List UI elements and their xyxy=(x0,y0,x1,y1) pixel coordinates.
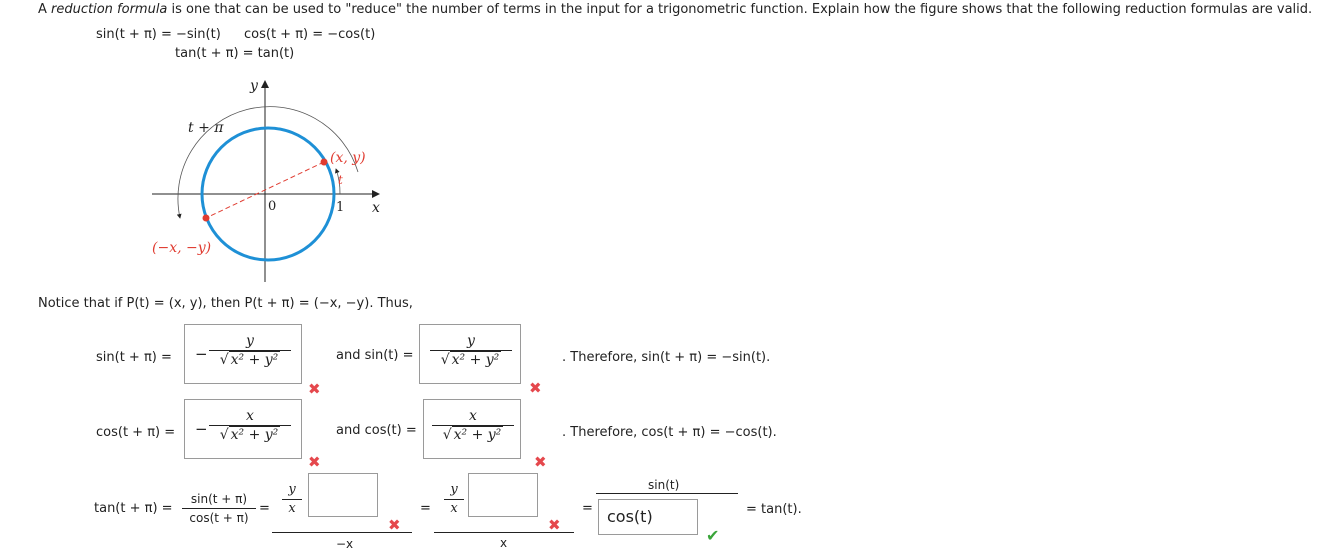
point-xy-label: (x, y) xyxy=(330,150,366,166)
sin-answer-1-sign: − xyxy=(195,345,208,363)
sin-answer-2-den: x² + y² xyxy=(451,352,500,368)
tan-answer-3[interactable] xyxy=(598,499,698,535)
tan-yx-1 xyxy=(282,482,302,517)
notice-text: Notice that if P(t) = (x, y), then P(t + π) = (−x, −y). Thus, xyxy=(38,296,413,311)
sin-answer-1-den: x² + y² xyxy=(230,352,279,368)
formula-sin: sin(t + π) = −sin(t) xyxy=(96,27,221,42)
t-plus-pi-label: t + π xyxy=(188,120,224,136)
tan-eq-1: = xyxy=(259,501,270,516)
intro-prefix: A xyxy=(38,2,52,17)
cos-answer-2[interactable] xyxy=(423,399,521,459)
sin-answer-2-num: y xyxy=(467,333,475,349)
tan-frac-den: cos(t + π) xyxy=(189,511,249,525)
tan-row-label: tan(t + π) = xyxy=(94,501,173,516)
sin-answer-1[interactable] xyxy=(184,324,302,384)
tan-answer-3-value: cos(t) xyxy=(607,507,653,526)
sin-answer-2-wrong-icon: ✖ xyxy=(529,379,542,397)
cos-therefore: . Therefore, cos(t + π) = −cos(t). xyxy=(562,425,777,440)
intro-emph: reduction formula xyxy=(51,2,168,17)
tan-yx-2 xyxy=(444,482,464,517)
point-neg-xy xyxy=(203,215,210,222)
cos-answer-2-num: x xyxy=(469,408,477,424)
cos-answer-1-den-wrap: √ x² + y² xyxy=(219,427,279,443)
tan-sin-t: sin(t) xyxy=(648,478,680,492)
sin-row-label: sin(t + π) = xyxy=(96,350,172,365)
tan-yx-1-num: y xyxy=(288,482,296,497)
cos-answer-2-den: x² + y² xyxy=(453,427,502,443)
tan-yx-2-num: y xyxy=(450,482,458,497)
sin-and-label: and sin(t) = xyxy=(336,348,414,363)
cos-answer-1-num: x xyxy=(246,408,254,424)
t-label: t xyxy=(338,173,343,187)
tan-fraction-bar-3 xyxy=(596,493,738,494)
point-neg-xy-label: (−x, −y) xyxy=(152,240,212,256)
tan-eq-2: = xyxy=(420,501,431,516)
sin-therefore: . Therefore, sin(t + π) = −sin(t). xyxy=(562,350,771,365)
tan-answer-1[interactable] xyxy=(308,473,378,517)
cos-and-label: and cos(t) = xyxy=(336,423,417,438)
formula-tan: tan(t + π) = tan(t) xyxy=(175,46,295,61)
tan-yx-1-den: x xyxy=(288,501,296,516)
intro-suffix: is one that can be used to "reduce" the number of terms in the input for a trigonometric function. Explain how the figure shows that the following reduction formulas are valid. xyxy=(167,2,1313,17)
cos-row-label: cos(t + π) = xyxy=(96,425,176,440)
tan-answer-2[interactable] xyxy=(468,473,538,517)
sin-answer-1-num: y xyxy=(246,333,254,349)
cos-answer-1-sign: − xyxy=(195,420,208,438)
cos-answer-2-den-wrap: √ x² + y² xyxy=(442,427,502,443)
point-xy xyxy=(321,159,328,166)
y-axis-label: y xyxy=(250,78,258,94)
tan-answer-1-wrong-icon: ✖ xyxy=(388,516,401,534)
tan-den-1: −x xyxy=(336,537,354,551)
origin-label: 0 xyxy=(268,199,277,214)
problem-intro xyxy=(38,2,1312,17)
x-axis-label: x xyxy=(372,200,380,216)
tan-eq-3: = xyxy=(582,501,593,516)
unit-circle-figure xyxy=(140,70,400,285)
tan-answer-2-wrong-icon: ✖ xyxy=(548,516,561,534)
tan-sin-over-cos xyxy=(182,491,256,526)
sin-answer-2[interactable] xyxy=(419,324,521,384)
one-label: 1 xyxy=(336,200,345,215)
sin-answer-2-den-wrap: √ x² + y² xyxy=(440,352,500,368)
tan-result: = tan(t). xyxy=(746,502,802,517)
tan-den-2: x xyxy=(500,536,508,550)
sin-answer-1-den-wrap: √ x² + y² xyxy=(219,352,279,368)
tan-answer-3-correct-icon: ✔ xyxy=(706,526,720,545)
cos-answer-1-den: x² + y² xyxy=(230,427,279,443)
formula-cos: cos(t + π) = −cos(t) xyxy=(244,27,376,42)
sin-answer-1-wrong-icon: ✖ xyxy=(308,380,321,398)
tan-yx-2-den: x xyxy=(450,501,458,516)
cos-answer-1[interactable] xyxy=(184,399,302,459)
cos-answer-1-wrong-icon: ✖ xyxy=(308,453,321,471)
cos-answer-2-wrong-icon: ✖ xyxy=(534,453,547,471)
tan-frac-num: sin(t + π) xyxy=(190,492,248,506)
